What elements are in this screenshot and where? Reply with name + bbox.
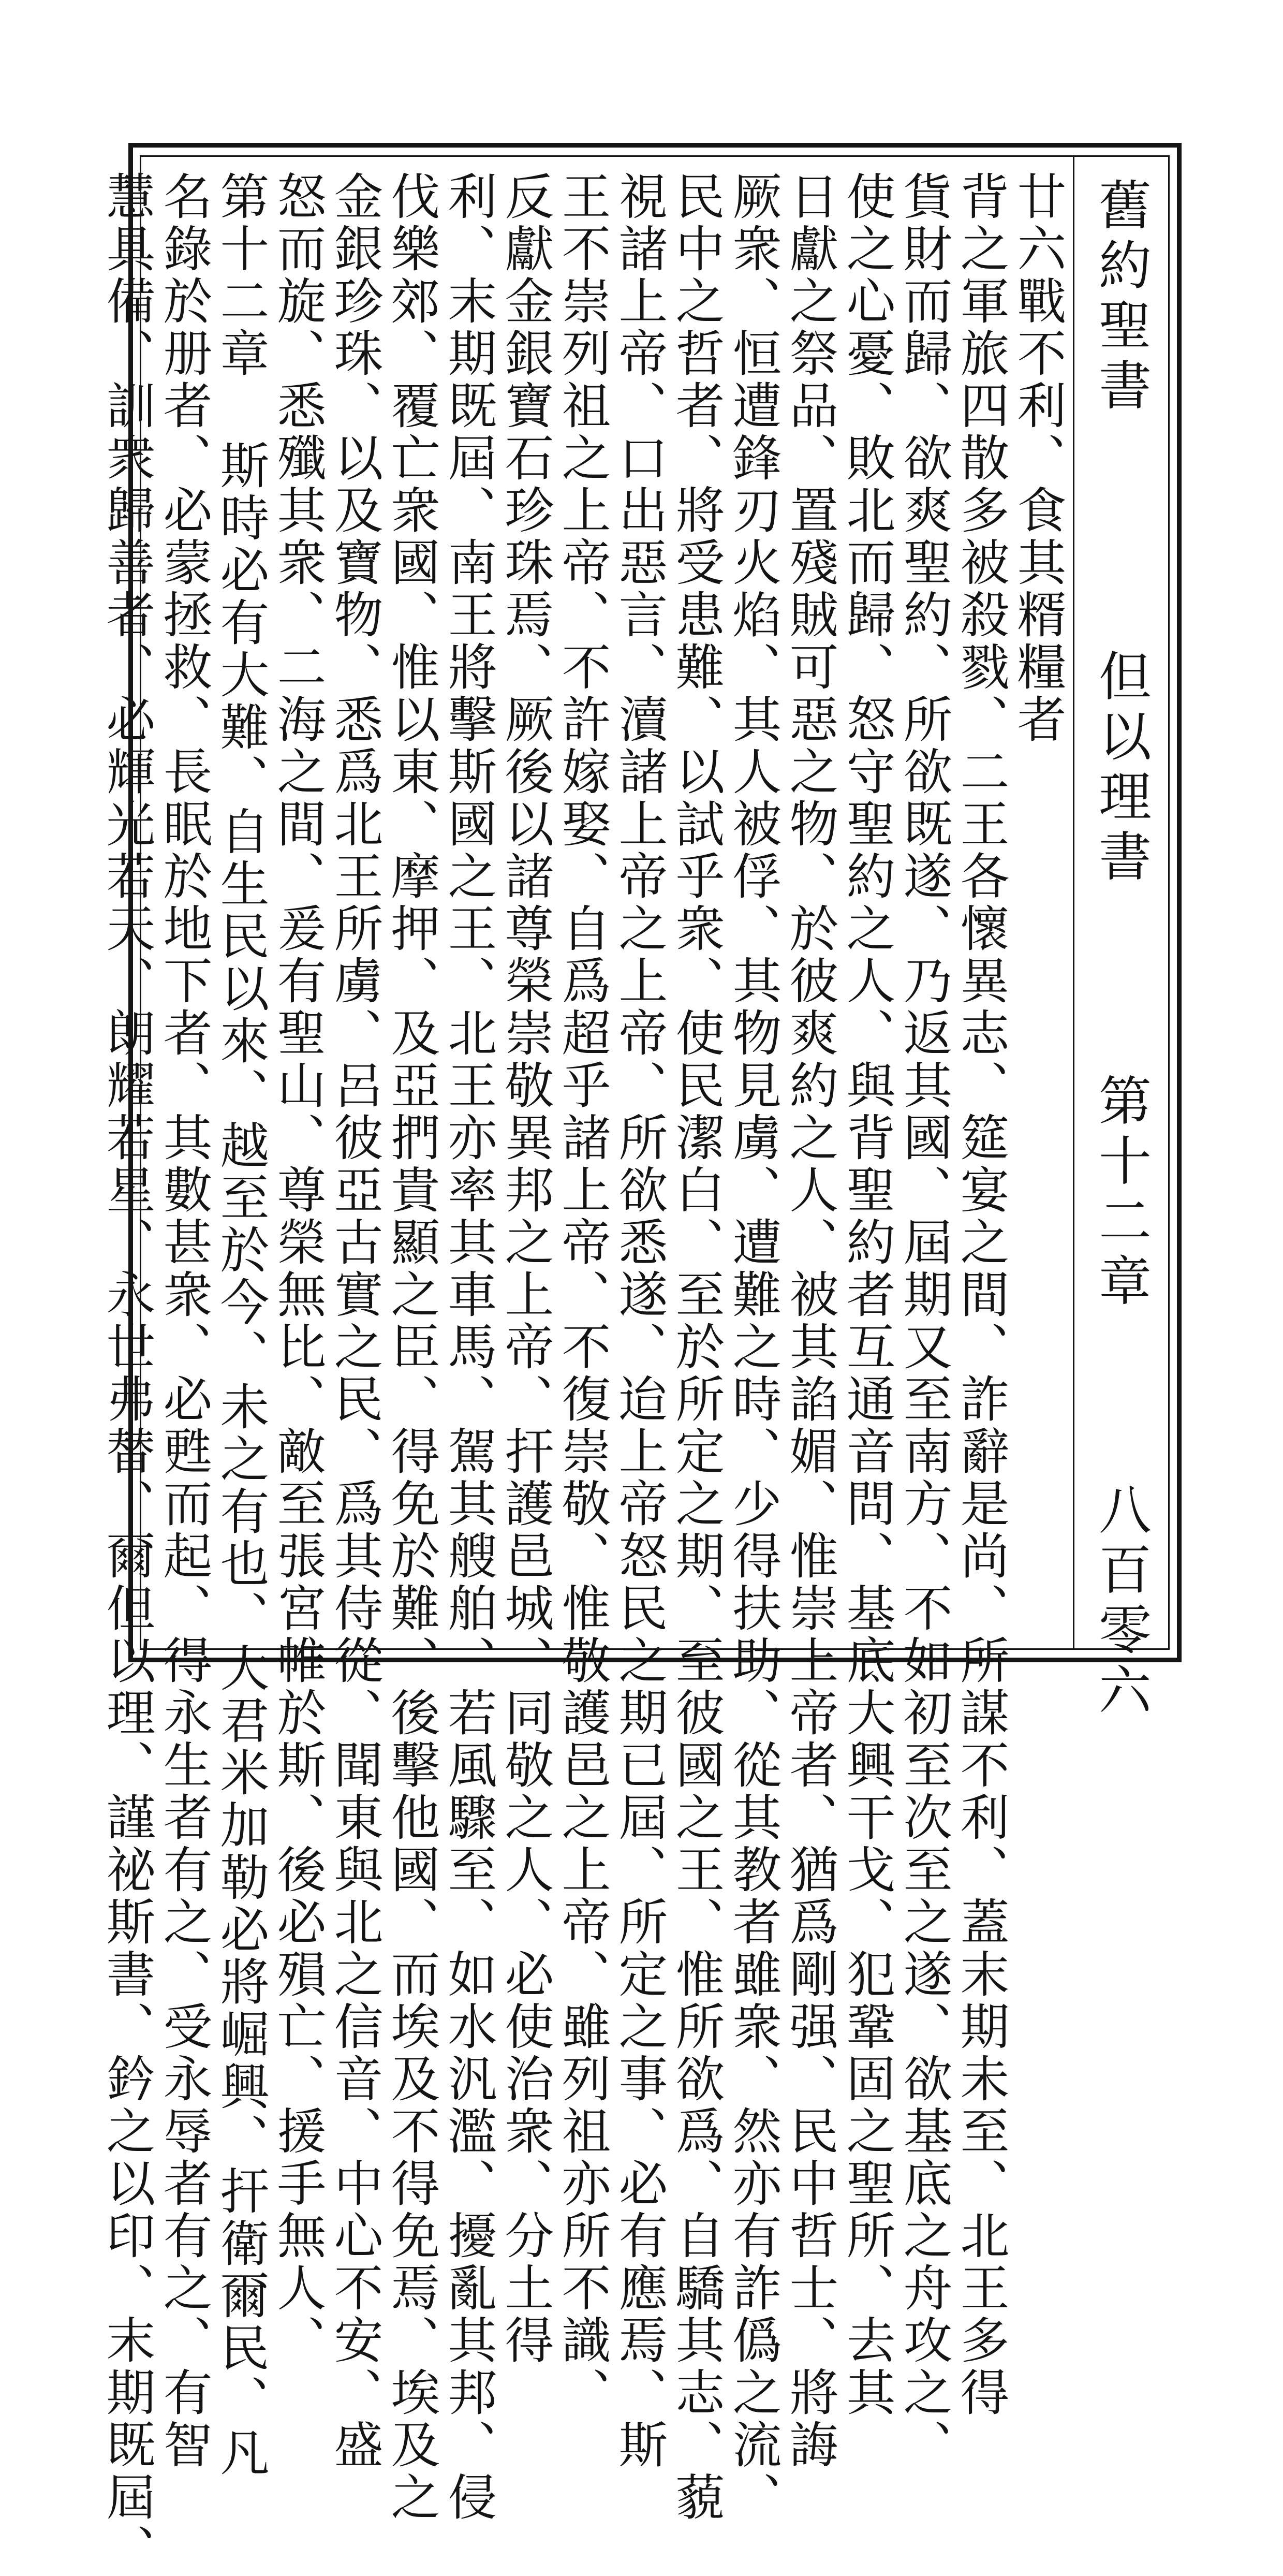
text-column-12: 伐樂郊、覆亡衆國、惟以東、摩押、及亞捫貴顯之臣、得免於難、後擊他國、而埃及不得免焉、埃及之	[383, 171, 440, 2524]
text-column-16: 名錄於册者、必蒙拯救、長眠於地下者、其數甚衆、必甦而起、得永生者有之、受永辱者有之、有智	[155, 171, 212, 2471]
text-column-9: 王不崇列祖之上帝、不許嫁娶、自爲超乎諸上帝、不復崇敬、惟敬護邑之上帝、雖列祖亦所不識、	[554, 171, 611, 2419]
text-column-10: 反獻金銀寶石珍珠焉、厥後以諸尊榮崇敬異邦之上帝、扞護邑城、同敬之人、必使治衆、分土得	[497, 171, 554, 2367]
page-number: 八百零六	[1090, 1482, 1152, 1722]
text-column-3: 貨財而歸、欲爽聖約、所欲既遂、乃返其國、屆期又至南方、不如初至次至之遂、欲基底之舟攻之、	[895, 171, 952, 2471]
text-column-6: 厥衆、恒遭鋒刃火焰、其人被俘、其物見虜、遭難之時、少得扶助、從其教者雖衆、然亦有詐僞之流、	[725, 171, 781, 2524]
section-title: 但以理書	[1090, 649, 1152, 889]
chapter-title: 第十二章	[1090, 1073, 1152, 1313]
text-column-7: 民中之哲者、將受患難、以試乎衆、使民潔白、至於所定之期、至彼國之王、惟所欲爲、自驕其志、藐	[668, 171, 725, 2524]
text-column-5: 日獻之祭品、置殘賊可惡之物、於彼爽約之人、被其諂媚、惟崇上帝者、猶爲剛强、民中哲士、將誨	[781, 171, 838, 2471]
text-column-8: 視諸上帝、口出惡言、瀆諸上帝之上帝、所欲悉遂、迨上帝怒民之期已屆、所定之事、必有應焉、斯	[611, 171, 668, 2471]
text-column-17: 慧具備、訓衆歸善者、必輝光若天、朗耀若星、永世弗替、爾但以理、謹祕斯書、鈐之以印、末期既屆、	[98, 171, 155, 2576]
text-column-4: 使之心憂、敗北而歸、怒守聖約之人、與背聖約者互通音問、基底大興干戈、犯鞏固之聖所、去其	[838, 171, 895, 2419]
main-text	[98, 171, 1066, 2576]
text-column-1: 廿六戰不利、食其糈糧者	[1009, 171, 1066, 746]
text-column-14: 怒而旋、悉殲其衆、二海之間、爰有聖山、尊榮無比、敵至張宮帷於斯、後必殞亡、援手無人、	[269, 171, 326, 2367]
book-title: 舊約聖書	[1090, 178, 1152, 418]
text-column-2: 背之軍旅四散多被殺戮、二王各懷異志、筵宴之間、詐辭是尚、所謀不利、蓋末期未至、北王多得	[952, 171, 1009, 2419]
text-column-13: 金銀珍珠、以及寶物、悉爲北王所虜、呂彼亞古實之民、爲其侍從、聞東與北之信音、中心不安、盛	[326, 171, 383, 2471]
text-column-15: 第十二章 斯時必有大難、自生民以來、越至於今、未之有也、大君米加勒必將崛興、扞衛爾民、凡	[212, 171, 269, 2479]
text-column-11: 利、末期既屆、南王將擊斯國之王、北王亦率其車馬、駕其艘舶、若風驟至、如水汎濫、擾亂其邦、侵	[440, 171, 497, 2524]
running-head	[1073, 157, 1168, 1722]
